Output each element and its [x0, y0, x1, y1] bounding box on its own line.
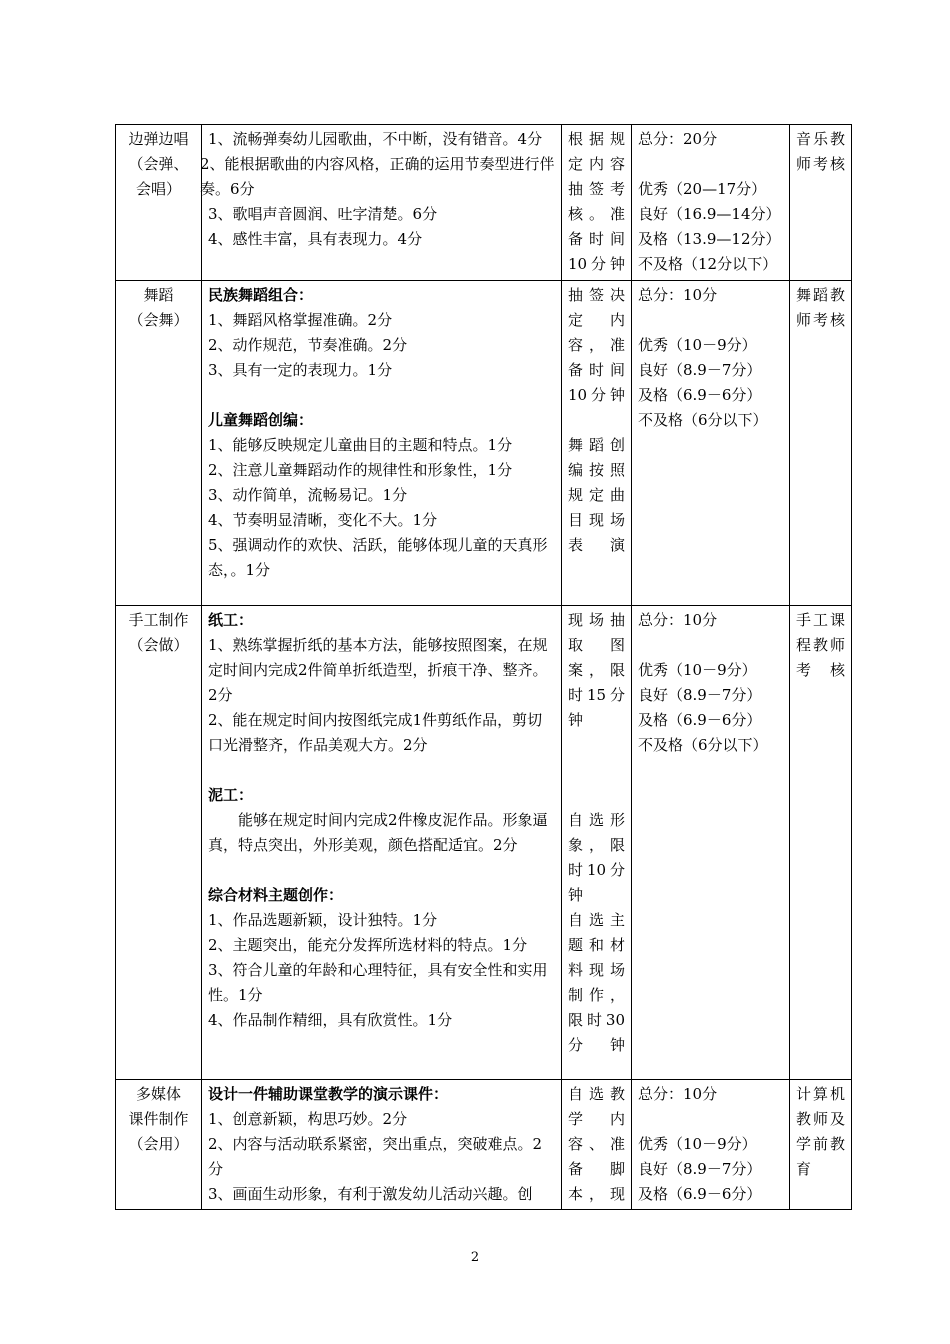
table-row — [116, 1080, 852, 1210]
total-score: 总分：10分 — [638, 286, 718, 304]
total-score: 总分：10分 — [638, 611, 718, 629]
scoring-cell — [632, 1080, 790, 1210]
requirement-item: 3、动作简单，流畅易记。1分 — [208, 486, 408, 504]
section-heading: 儿童舞蹈创编： — [208, 411, 314, 429]
grade-level: 不及格（6分以下） — [638, 411, 768, 429]
method-text: 抽签决定内容，准备时间10分钟 — [568, 286, 625, 404]
requirement-item: 4、节奏明显清晰，变化不大。1分 — [208, 511, 438, 529]
method-text: 自选主题和材料现场制作，限时30分钟 — [568, 911, 625, 1054]
requirement-item: 2、主题突出，能充分发挥所选材料的特点。1分 — [208, 936, 528, 954]
requirement-item: 2、能在规定时间内按图纸完成1件剪纸作品，剪切口光滑整齐，作品美观大方。2分 — [208, 711, 543, 754]
scoring-cell — [632, 606, 790, 1080]
assessor-text: 舞蹈教师考核 — [796, 286, 845, 329]
grade-level: 良好（16.9—14分） — [638, 205, 781, 223]
assessor-cell — [790, 281, 852, 606]
requirement-item: 能够在规定时间内完成2件橡皮泥作品。形象逼真，特点突出，外形美观，颜色搭配适宜。2分 — [208, 811, 548, 854]
spacer — [568, 758, 625, 783]
requirement-item: 2、内容与活动联系紧密，突出重点，突破难点。2分 — [208, 1135, 543, 1178]
requirement-item: 1、流畅弹奏幼儿园歌曲，不中断，没有错音。4分 — [208, 130, 543, 148]
method-text: 现场抽取图案，限时15分钟 — [568, 611, 625, 729]
table-row — [116, 606, 852, 1080]
requirement-item: 4、感性丰富，具有表现力。4分 — [208, 230, 423, 248]
category-label: 舞蹈 — [143, 286, 174, 304]
total-score: 总分：20分 — [638, 130, 718, 148]
assessor-cell — [790, 606, 852, 1080]
method-cell — [562, 125, 632, 281]
page-number: 2 — [470, 1250, 480, 1265]
table-row — [116, 281, 852, 606]
category-label: （会舞） — [128, 311, 189, 329]
assessor-text: 手工课程教师考核 — [796, 611, 845, 679]
category-cell — [116, 1080, 202, 1210]
category-label: 多媒体 — [135, 1085, 181, 1103]
grade-level: 良好（8.9－7分） — [638, 1160, 762, 1178]
category-label: （会用） — [128, 1135, 189, 1153]
requirements-cell — [202, 281, 562, 606]
requirement-item: 1、舞蹈风格掌握准确。2分 — [208, 311, 393, 329]
method-text: 自选形象，限时10分钟 — [568, 811, 625, 904]
category-cell — [116, 125, 202, 281]
requirement-item: 3、符合儿童的年龄和心理特征，具有安全性和实用性。1分 — [208, 961, 548, 1004]
method-text: 舞蹈创编按照规定曲目现场表演 — [568, 436, 625, 554]
requirement-item: 2、动作规范，节奏准确。2分 — [208, 336, 408, 354]
method-text: 自选教学内容、准备脚本，现 — [568, 1085, 625, 1203]
grade-level: 及格（6.9－6分） — [638, 1185, 762, 1203]
category-label: （会做） — [128, 636, 189, 654]
total-score: 总分：10分 — [638, 1085, 718, 1103]
assessor-text: 音乐教师考核 — [796, 130, 845, 173]
requirements-cell — [202, 606, 562, 1080]
section-heading: 民族舞蹈组合： — [208, 286, 314, 304]
category-cell — [116, 606, 202, 1080]
requirements-cell — [202, 1080, 562, 1210]
scoring-cell — [632, 281, 790, 606]
requirement-item: 3、具有一定的表现力。1分 — [208, 361, 393, 379]
section-heading: 综合材料主题创作： — [208, 886, 344, 904]
requirement-item: 3、歌唱声音圆润、吐字清楚。6分 — [208, 205, 438, 223]
grade-level: 不及格（12分以下） — [638, 255, 778, 273]
section-heading: 泥工： — [208, 786, 254, 804]
spacer — [208, 858, 555, 883]
requirement-item: 1、熟练掌握折纸的基本方法，能够按照图案，在规定时间内完成2件简单折纸造型，折痕干净、整齐。2分 — [208, 636, 548, 704]
requirement-item: 3、画面生动形象，有利于激发幼儿活动兴趣。创 — [208, 1185, 533, 1203]
scoring-gap — [638, 308, 783, 333]
table-row — [116, 125, 852, 281]
requirement-item: 1、能够反映规定儿童曲目的主题和特点。1分 — [208, 436, 513, 454]
method-text: 根据规定内容抽签考核。准备时间10分钟 — [568, 130, 625, 273]
section-heading: 设计一件辅助课堂教学的演示课件： — [208, 1085, 449, 1103]
spacer — [208, 383, 555, 408]
spacer — [568, 733, 625, 758]
method-cell — [562, 281, 632, 606]
requirement-item: 4、作品制作精细，具有欣赏性。1分 — [208, 1011, 453, 1029]
category-label: 边弹边唱 — [128, 130, 189, 148]
assessment-table — [115, 124, 852, 1210]
requirements-cell — [202, 125, 562, 281]
grade-level: 及格（13.9—12分） — [638, 230, 781, 248]
requirement-item: 1、作品选题新颖，设计独特。1分 — [208, 911, 438, 929]
scoring-gap — [638, 152, 783, 177]
grade-level: 及格（6.9－6分） — [638, 711, 762, 729]
grade-level: 优秀（10－9分） — [638, 1135, 757, 1153]
assessor-cell — [790, 125, 852, 281]
spacer — [208, 758, 555, 783]
category-label: （会弹、 — [128, 155, 189, 173]
category-label: 手工制作 — [128, 611, 189, 629]
requirement-item: 2、注意儿童舞蹈动作的规律性和形象性，1分 — [208, 461, 513, 479]
scoring-gap — [638, 633, 783, 658]
category-label: 会唱） — [135, 180, 181, 198]
grade-level: 良好（8.9－7分） — [638, 361, 762, 379]
grade-level: 优秀（10－9分） — [638, 661, 757, 679]
spacer — [568, 408, 625, 433]
grade-level: 及格（6.9－6分） — [638, 386, 762, 404]
assessor-cell — [790, 1080, 852, 1210]
grade-level: 不及格（6分以下） — [638, 736, 768, 754]
category-cell — [116, 281, 202, 606]
category-label: 课件制作 — [128, 1110, 189, 1128]
grade-level: 优秀（20—17分） — [638, 180, 767, 198]
assessor-text: 计算机教师及学前教育 — [796, 1085, 845, 1178]
spacer — [568, 783, 625, 808]
method-cell — [562, 1080, 632, 1210]
grade-level: 优秀（10－9分） — [638, 336, 757, 354]
section-heading: 纸工： — [208, 611, 254, 629]
grade-level: 良好（8.9－7分） — [638, 686, 762, 704]
scoring-gap — [638, 1107, 783, 1132]
scoring-cell — [632, 125, 790, 281]
requirement-item: 5、强调动作的欢快、活跃，能够体现儿童的天真形态，。1分 — [208, 536, 548, 579]
method-cell — [562, 606, 632, 1080]
requirement-item: 2、能根据歌曲的内容风格，正确的运用节奏型进行伴奏。6分 — [200, 155, 555, 198]
requirement-item: 1、创意新颖，构思巧妙。2分 — [208, 1110, 408, 1128]
